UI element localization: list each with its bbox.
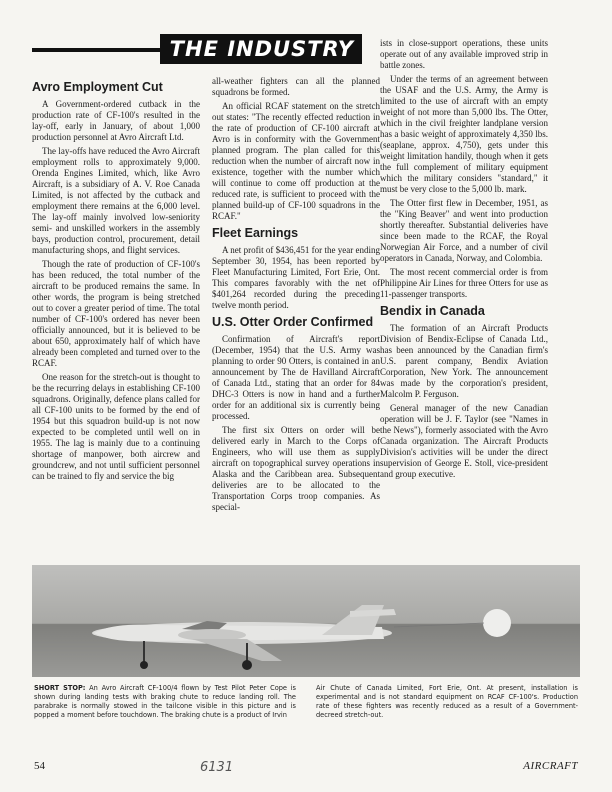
chute-line [394,623,484,627]
bendix-paragraph-1: The formation of an Aircraft Products Division of Bendix-Eclipse of Canada Ltd., has been announced by the Canadian firm's U.S. parent company, Bendix Aviation Corporation, New York. The announcement was made by the corporation's president, Malcolm P. Ferguson. [380,323,548,399]
avro-paragraph-5: An official RCAF statement on the stretch out states: "The recently effected reduction in the rate of production of CF-100 aircraft at Avro is in conformity with the Government planned program. The plan called for this reduction when the number of aircraft now in existence, together with the number which will continue to come off production at the reduced rate, is sufficient to proceed with the planned build-up of CF-100 squadrons in the RCAF." [212,101,380,221]
page-number: 54 [34,760,45,772]
headline-fleet: Fleet Earnings [212,226,299,240]
section-title: THE INDUSTRY [160,34,362,64]
column-1 [32,76,200,485]
cf100-aircraft-illustration [32,565,580,677]
caption-right [316,684,578,720]
column-3 [380,38,548,483]
avro-paragraph-4b: all-weather fighters can all the planned squadrons be formed. [212,76,380,97]
caption-left [34,684,296,720]
avro-paragraph-2: The lay-offs have reduced the Avro Aircraft employment rolls to approximately 9,000. Orenda Engines Limited, which, like Avro Aircraft, is a subsidiary of A. V. Roe Canada Limited, is not affected by the cutback and employment there remains at the 6,000 level. The lay-off mainly involved low-seniority semi- and unskilled workers in the assembly bays, production control, procurement, detail manufacturing shops, and flight services. [32,146,200,255]
otter-paragraph-2b: ists in close-support operations, these units operate out of any available improved strip in battle zones. [380,38,548,70]
avro-paragraph-1: A Government-ordered cutback in the production rate of CF-100's resulted in the lay-off, early in January, of about 1,000 production personnel at Avro Aircraft Ltd. [32,99,200,142]
otter-paragraph-2a: The first six Otters on order will be delivered early in March to the Corps of Engineers, who will use them as supply aircraft on topographical survey operations in Alaska and the Caribbean area. Subsequent deliveries are to be allocated to the Transportation Corps troop companies. As special- [212,425,380,512]
otter-paragraph-1: Confirmation of Aircraft's report (December, 1954) that the U.S. Army was planning to order 90 Otters, is contained in an announcement by The de Havilland Aircraft of Canada Ltd., stating that an order for 84 DHC-3 Otters is now in hand and a further order for an additional six is currently being processed. [212,334,380,421]
caption-left-text: An Avro Aircraft CF-100/4 flown by Test Pilot Peter Cope is shown during landing tests with braking chute to reduce landing roll. The parabrake is normally stowed in the tailcone visible in this picture and is popped a moment before touchdown. The braking chute is a product of Irvin [34,684,296,719]
bendix-paragraph-2: General manager of the new Canadian operation will be J. F. Taylor (see "Names in the News"), formerly associated with the Avro Canada organization. The Aircraft Products Division's activities will be under the direct supervision of George E. Stoll, vice-president and group executive. [380,403,548,479]
headline-otter: U.S. Otter Order Confirmed [212,315,374,329]
nose-wheel [140,661,148,669]
section-banner [32,34,362,64]
fleet-paragraph-1: A net profit of $436,451 for the year ending September 30, 1954, has been reported by Fleet Manufacturing Limited, Fort Erie, Ont. This compares favorably with the net of $401,264 recorded during the preceding twelve month period. [212,245,380,310]
caption-lead: SHORT STOP: [34,684,86,692]
main-wheel [242,660,252,670]
aircraft-photo [32,565,580,677]
braking-chute [483,609,511,637]
otter-paragraph-4: The Otter first flew in December, 1951, as the "King Beaver" and went into production shortly thereafter. Substantial deliveries have since been made to the RCAF, the Royal Norwegian Air Force, and a number of civil operators in Canada, Norway, and Colombia. [380,198,548,263]
photo-caption [32,684,580,742]
magazine-name: AIRCRAFT [523,760,578,772]
avro-paragraph-4a: One reason for the stretch-out is thought to be the recurring delays in establishing CF-100 squadrons. Originally, defence plans called for all CF-100 units to be formed by the end of 1954 but this squadron build-up is not now expected to be completed until well on in 1955. The lag is mainly due to a continuing shortage of manpower, both aircrew and groundcrew, and not until sufficient personnel can be trained to fly and service the big [32,372,200,481]
headline-avro: Avro Employment Cut [32,80,163,94]
headline-bendix: Bendix in Canada [380,304,485,318]
otter-paragraph-3: Under the terms of an agreement between the USAF and the U.S. Army, the Army is limited to the use of aircraft with an empty weight of not more than 5,000 lbs. The Otter, which in the civil freighter landplane version has a basic weight of approximately 4,350 lbs. (seaplane, approx. 4,750), gets under this weight limitation handily, though when it gets the full complement of military equipment which the military considers "standard," it must be very close to the 5,000 lb. mark. [380,74,548,194]
avro-paragraph-3: Though the rate of production of CF-100's has been reduced, the total number of the aircraft to be produced remains the same. In other words, the program is being stretched out to cover a greater period of time. The total number of CF-100's ordered has never been officially announced, but it is believed to be about 650, approximately half of which have already been completed and turned over to the RCAF. [32,259,200,368]
handwritten-note: 6131 [200,760,234,775]
otter-paragraph-5: The most recent commercial order is from Philippine Air Lines for three Otters for use as 11-passenger transports. [380,267,548,299]
column-2 [212,76,380,516]
caption-right-text: Air Chute of Canada Limited, Fort Erie, Ont. At present, installation is experimental and is not standard equipment on RCAF CF-100's. Production rate of these fighters was recently reduced as a result of a Government-decreed stretch-out. [316,684,578,719]
